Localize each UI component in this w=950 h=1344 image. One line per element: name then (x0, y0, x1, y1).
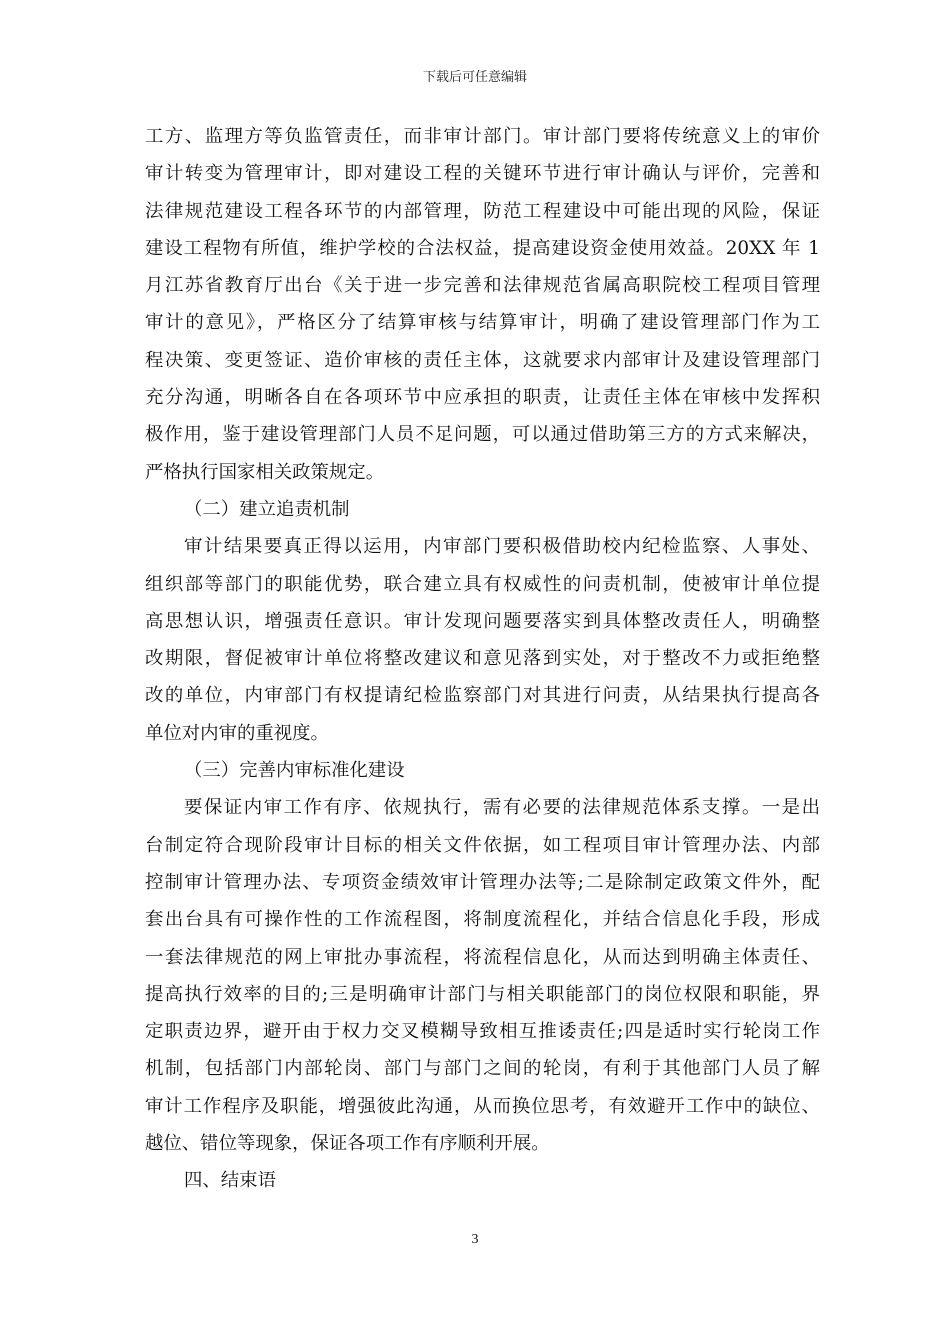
body-line: 工方、监理方等负监管责任，而非审计部门。审计部门要将传统意义上的审价 (145, 126, 820, 147)
body-line: 机制，包括部门内部轮岗、部门与部门之间的轮岗，有利于其他部门人员了解 (145, 1058, 820, 1080)
section-heading: 四、结束语 (184, 1170, 276, 1192)
page-header: 下载后可任意编辑 (422, 70, 527, 85)
body-line: 审计转变为管理审计，即对建设工程的关键环节进行审计确认与评价，完善和 (145, 163, 820, 185)
body-line: 审计的意见》，严格区分了结算审核与结算审计，明确了建设管理部门作为工 (145, 312, 820, 334)
body-line: 一套法律规范的网上审批办事流程，将流程信息化，从而达到明确主体责任、 (145, 946, 820, 968)
body-line: 越位、错位等现象，保证各项工作有序顺利开展。 (145, 1133, 550, 1155)
page-number: 3 (471, 1232, 479, 1247)
body-line: 充分沟通，明晰各自在各项环节中应承担的职责，让责任主体在审核中发挥积 (145, 387, 820, 409)
body-line: 高思想认识，增强责任意识。审计发现问题要落实到具体整改责任人，明确整 (145, 610, 820, 632)
body-line: 组织部等部门的职能优势，联合建立具有权威性的问责机制，使被审计单位提 (145, 573, 820, 595)
body-line: 审计工作程序及职能，增强彼此沟通，从而换位思考，有效避开工作中的缺位、 (145, 1095, 820, 1117)
body-line: 台制定符合现阶段审计目标的相关文件依据，如工程项目审计管理办法、内部 (145, 834, 820, 856)
body-line: 建设工程物有所值，维护学校的合法权益，提高建设资金使用效益。20XX 年 1 (145, 237, 820, 259)
body-line: 要保证内审工作有序、依规执行，需有必要的法律规范体系支撑。一是出 (184, 797, 820, 819)
body-line: 控制审计管理办法、专项资金绩效审计管理办法等;二是除制定政策文件外，配 (145, 871, 820, 893)
body-line: 改期限，督促被审计单位将整改建议和意见落到实处，对于整改不力或拒绝整 (145, 648, 820, 670)
section-heading: （三）完善内审标准化建设 (184, 760, 405, 782)
section-heading: （二）建立追责机制 (184, 498, 350, 520)
body-line: 程决策、变更签证、造价审核的责任主体，这就要求内部审计及建设管理部门 (145, 349, 820, 371)
document-body (145, 118, 820, 1200)
body-line: 极作用，鉴于建设管理部门人员不足问题，可以通过借助第三方的方式来解决， (145, 424, 820, 446)
body-line: 审计结果要真正得以运用，内审部门要积极借助校内纪检监察、人事处、 (184, 536, 820, 558)
body-line: 改的单位，内审部门有权提请纪检监察部门对其进行问责，从结果执行提高各 (145, 685, 820, 707)
body-line: 月江苏省教育厅出台《关于进一步完善和法律规范省属高职院校工程项目管理 (145, 275, 820, 297)
body-line: 严格执行国家相关政策规定。 (145, 461, 385, 483)
body-line: 套出台具有可操作性的工作流程图，将制度流程化，并结合信息化手段，形成 (145, 909, 820, 931)
body-line: 提高执行效率的目的;三是明确审计部门与相关职能部门的岗位权限和职能，界 (145, 983, 820, 1005)
body-line: 定职责边界，避开由于权力交叉模糊导致相互推诿责任;四是适时实行轮岗工作 (145, 1021, 820, 1043)
body-line: 法律规范建设工程各环节的内部管理，防范工程建设中可能出现的风险，保证 (145, 200, 820, 222)
body-line: 单位对内审的重视度。 (145, 722, 329, 744)
